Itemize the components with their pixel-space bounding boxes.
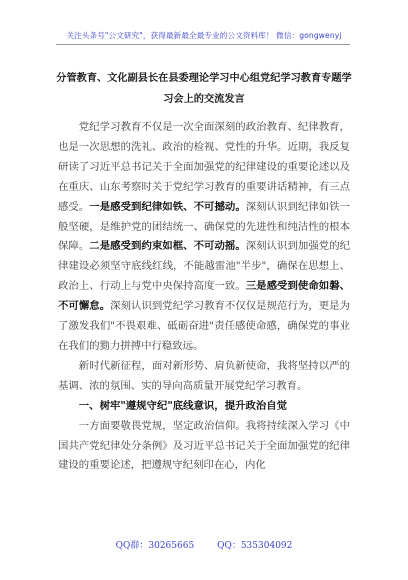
header-divider: [56, 44, 350, 45]
document-title: 分管教育、文化副县长在县委理论学习中心组党纪学习教育专题学习会上的交流发言: [56, 73, 352, 105]
paragraph-intro: [58, 118, 350, 357]
footer-contact: [0, 538, 408, 551]
paragraph-text: 深刻认识到加强党的纪律建设必须坚守底线红线，不能越雷池"半步"，确保在思想上、政治上、行动上与党中央保持高度一致。: [58, 240, 351, 293]
section-heading-1: 一、树牢"遵规守纪"底线意识，提升政治自觉: [78, 399, 288, 412]
paragraph-text: 深刻认识到党纪学习教育不仅仅是规范行为，更是为了激发我们"不畏艰难、砥砺奋进"责任感使命感，确保党的事业在我们的勠力拼搏中行稳致远。: [58, 300, 351, 352]
key-point-1: 一是感受到纪律如铁、不可撼动。: [89, 200, 246, 213]
paragraph-commitment: 新时代新征程，面对新形势、肩负新使命，我将坚持以严的基调、浓的氛围、实的导向高质量开展党纪学习教育。: [58, 359, 350, 392]
key-point-3: 三是感受到使命如磐、不可懈怠。: [58, 280, 351, 313]
paragraph-section1: 一方面要敬畏党规，坚定政治信仰。我将持续深入学习《中国共产党纪律处分条例》及习近平总书记关于全面加强党的纪律建设的重要论述，把遵规守纪刻印在心，内化: [58, 419, 350, 472]
qq-number: QQ：535304092: [217, 541, 293, 551]
document-body: [58, 118, 350, 476]
key-point-2: 二是感受到约束如框、不可动摇。: [89, 240, 246, 253]
paragraph-text: 深刻认识到纪律如铁一般坚硬，是维护党的团结统一、确保党的先进性和纯洁性的根本保障。: [58, 200, 351, 253]
header-banner: 关注头条号"公文研究"，获得最新最全最专业的公文资料库！ 微信：gongwenyj: [66, 31, 342, 40]
qq-group: QQ群：30265665: [115, 541, 195, 551]
paragraph-text: 党纪学习教育不仅是一次全面深刻的政治教育、纪律教育，也是一次思想的洗礼、政治的检视、党性的升华。近期，我反复研读了习近平总书记关于全面加强党的纪律建设的重要论述以及在重庆、山东考察时关于党纪学习教育的重要讲话精神，有三点感受。: [58, 121, 350, 213]
